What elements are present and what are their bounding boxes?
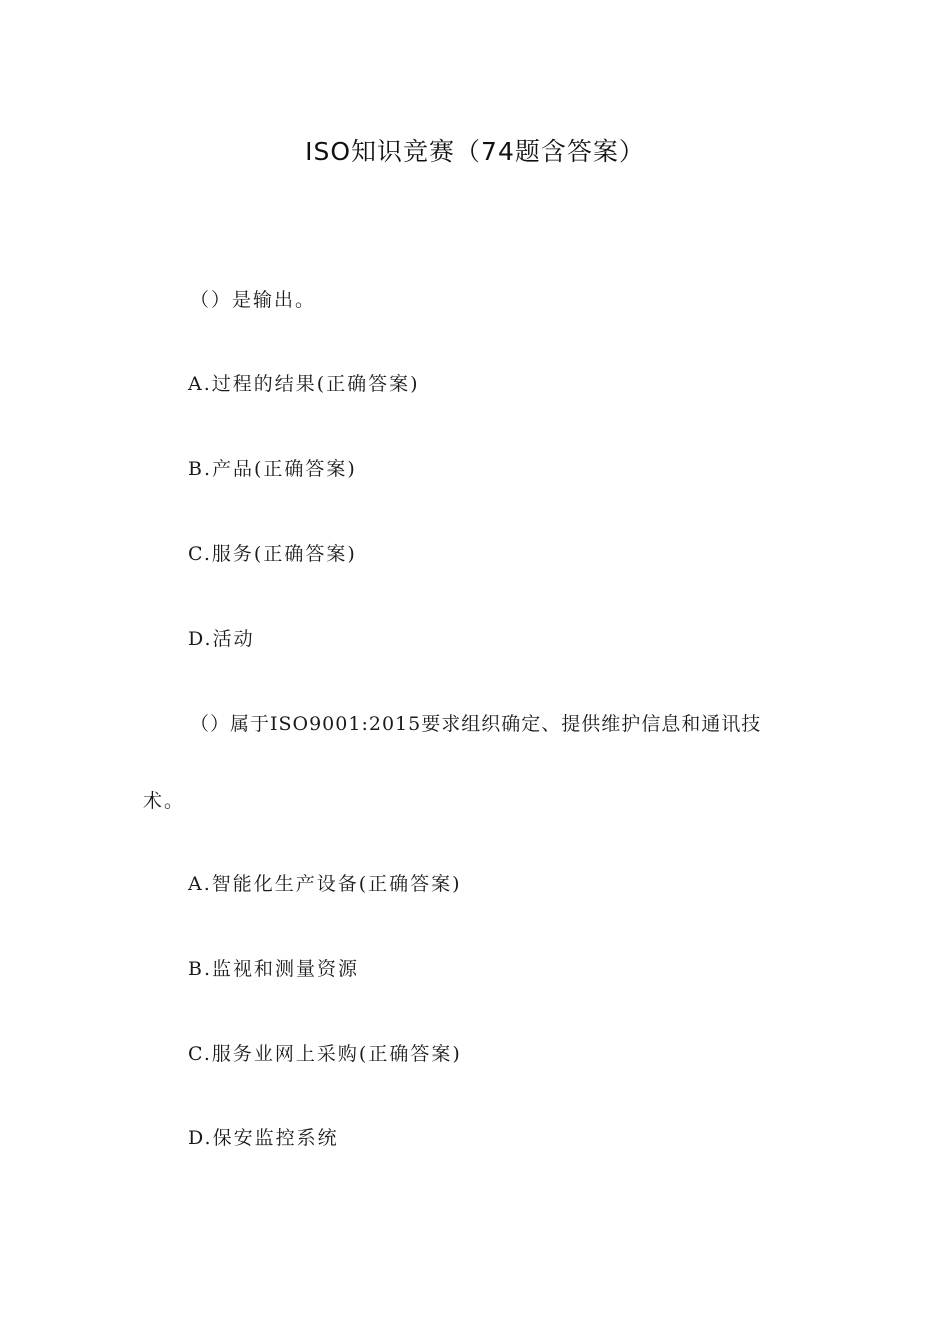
question-stem-continued: 术。 <box>143 790 186 812</box>
option-a: A.智能化生产设备(正确答案) <box>188 873 462 895</box>
option-d: D.保安监控系统 <box>188 1127 339 1149</box>
document-title: ISO知识竞赛（74题含答案） <box>305 137 645 166</box>
option-c: C.服务(正确答案) <box>188 543 357 565</box>
question-stem: （）属于ISO9001:2015要求组织确定、提供维护信息和通讯技 <box>190 713 762 735</box>
option-b: B.监视和测量资源 <box>188 958 360 980</box>
option-a: A.过程的结果(正确答案) <box>188 373 420 395</box>
option-b: B.产品(正确答案) <box>188 458 357 480</box>
question-stem: （）是输出。 <box>190 289 317 311</box>
option-c: C.服务业网上采购(正确答案) <box>188 1043 462 1065</box>
option-d: D.活动 <box>188 628 255 650</box>
